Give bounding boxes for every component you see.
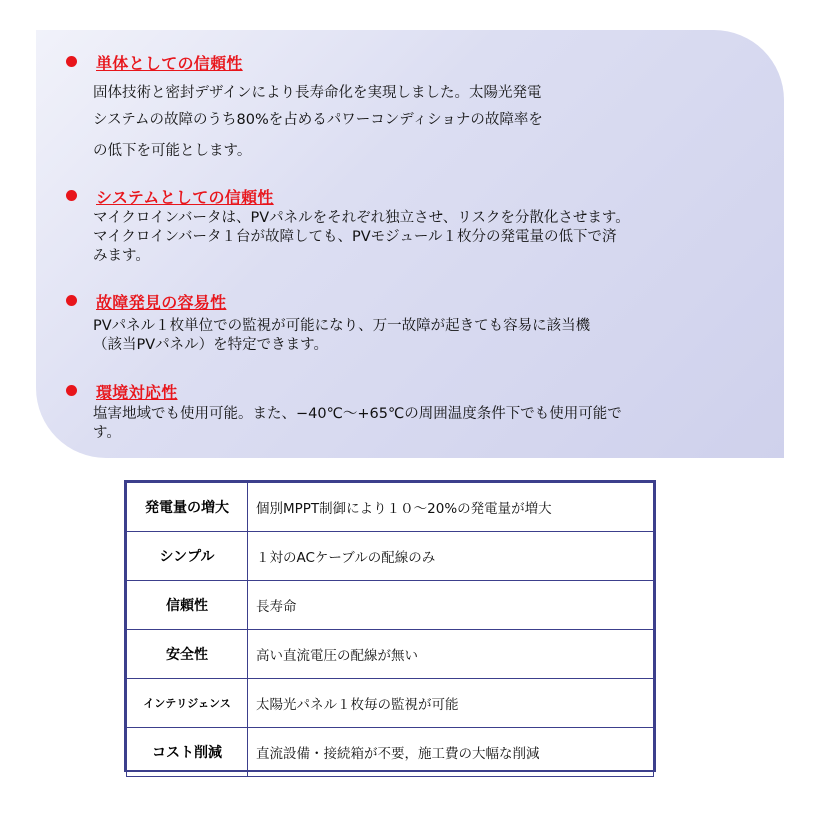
feature-label: インテリジェンス xyxy=(127,679,248,728)
section-line: マイクロインバータは、PVパネルをそれぞれ独立させ、リスクを分散化させます。 xyxy=(93,210,630,226)
feature-value: 直流設備・接続箱が不要，施工費の大幅な削減 xyxy=(248,728,654,777)
section-heading: 故障発見の容易性 xyxy=(96,293,227,312)
table-row xyxy=(127,679,654,728)
feature-label: 発電量の増大 xyxy=(127,483,248,532)
section-line: （該当PVパネル）を特定できます。 xyxy=(93,337,329,353)
bullet-icon xyxy=(66,295,77,306)
feature-value: 太陽光パネル１枚毎の監視が可能 xyxy=(248,679,654,728)
section-line: の低下を可能とします。 xyxy=(93,143,252,159)
bullet-icon xyxy=(66,56,77,67)
feature-label: コスト削減 xyxy=(127,728,248,777)
features-table-grid xyxy=(126,482,654,777)
table-row xyxy=(127,630,654,679)
reliability-panel xyxy=(36,30,784,458)
section-line: マイクロインバータ１台が故障しても、PVモジュール１枚分の発電量の低下で済 xyxy=(93,229,617,245)
section-heading: 単体としての信頼性 xyxy=(96,54,243,73)
features-table xyxy=(124,480,656,772)
section-line: システムの故障のうち80%を占めるパワーコンディショナの故障率を xyxy=(93,112,543,128)
feature-value: 長寿命 xyxy=(248,581,654,630)
table-row xyxy=(127,728,654,777)
feature-value: 個別MPPT制御により１０～20%の発電量が増大 xyxy=(248,483,654,532)
section-heading: システムとしての信頼性 xyxy=(96,188,274,207)
bullet-icon xyxy=(66,385,77,396)
section-line: PVパネル１枚単位での監視が可能になり、万一故障が起きても容易に該当機 xyxy=(93,318,591,334)
section-line: 固体技術と密封デザインにより長寿命化を実現しました。太陽光発電 xyxy=(93,85,542,101)
feature-label: 信頼性 xyxy=(127,581,248,630)
section-heading: 環境対応性 xyxy=(96,383,178,402)
feature-label: 安全性 xyxy=(127,630,248,679)
table-row xyxy=(127,532,654,581)
feature-label: シンプル xyxy=(127,532,248,581)
section-line: 塩害地域でも使用可能。また、−40℃～+65℃の周囲温度条件下でも使用可能で xyxy=(93,406,622,422)
table-row xyxy=(127,483,654,532)
table-row xyxy=(127,581,654,630)
bullet-icon xyxy=(66,190,77,201)
section-line: す。 xyxy=(93,425,121,441)
section-line: みます。 xyxy=(93,248,150,264)
feature-value: 高い直流電圧の配線が無い xyxy=(248,630,654,679)
feature-value: １対のACケーブルの配線のみ xyxy=(248,532,654,581)
